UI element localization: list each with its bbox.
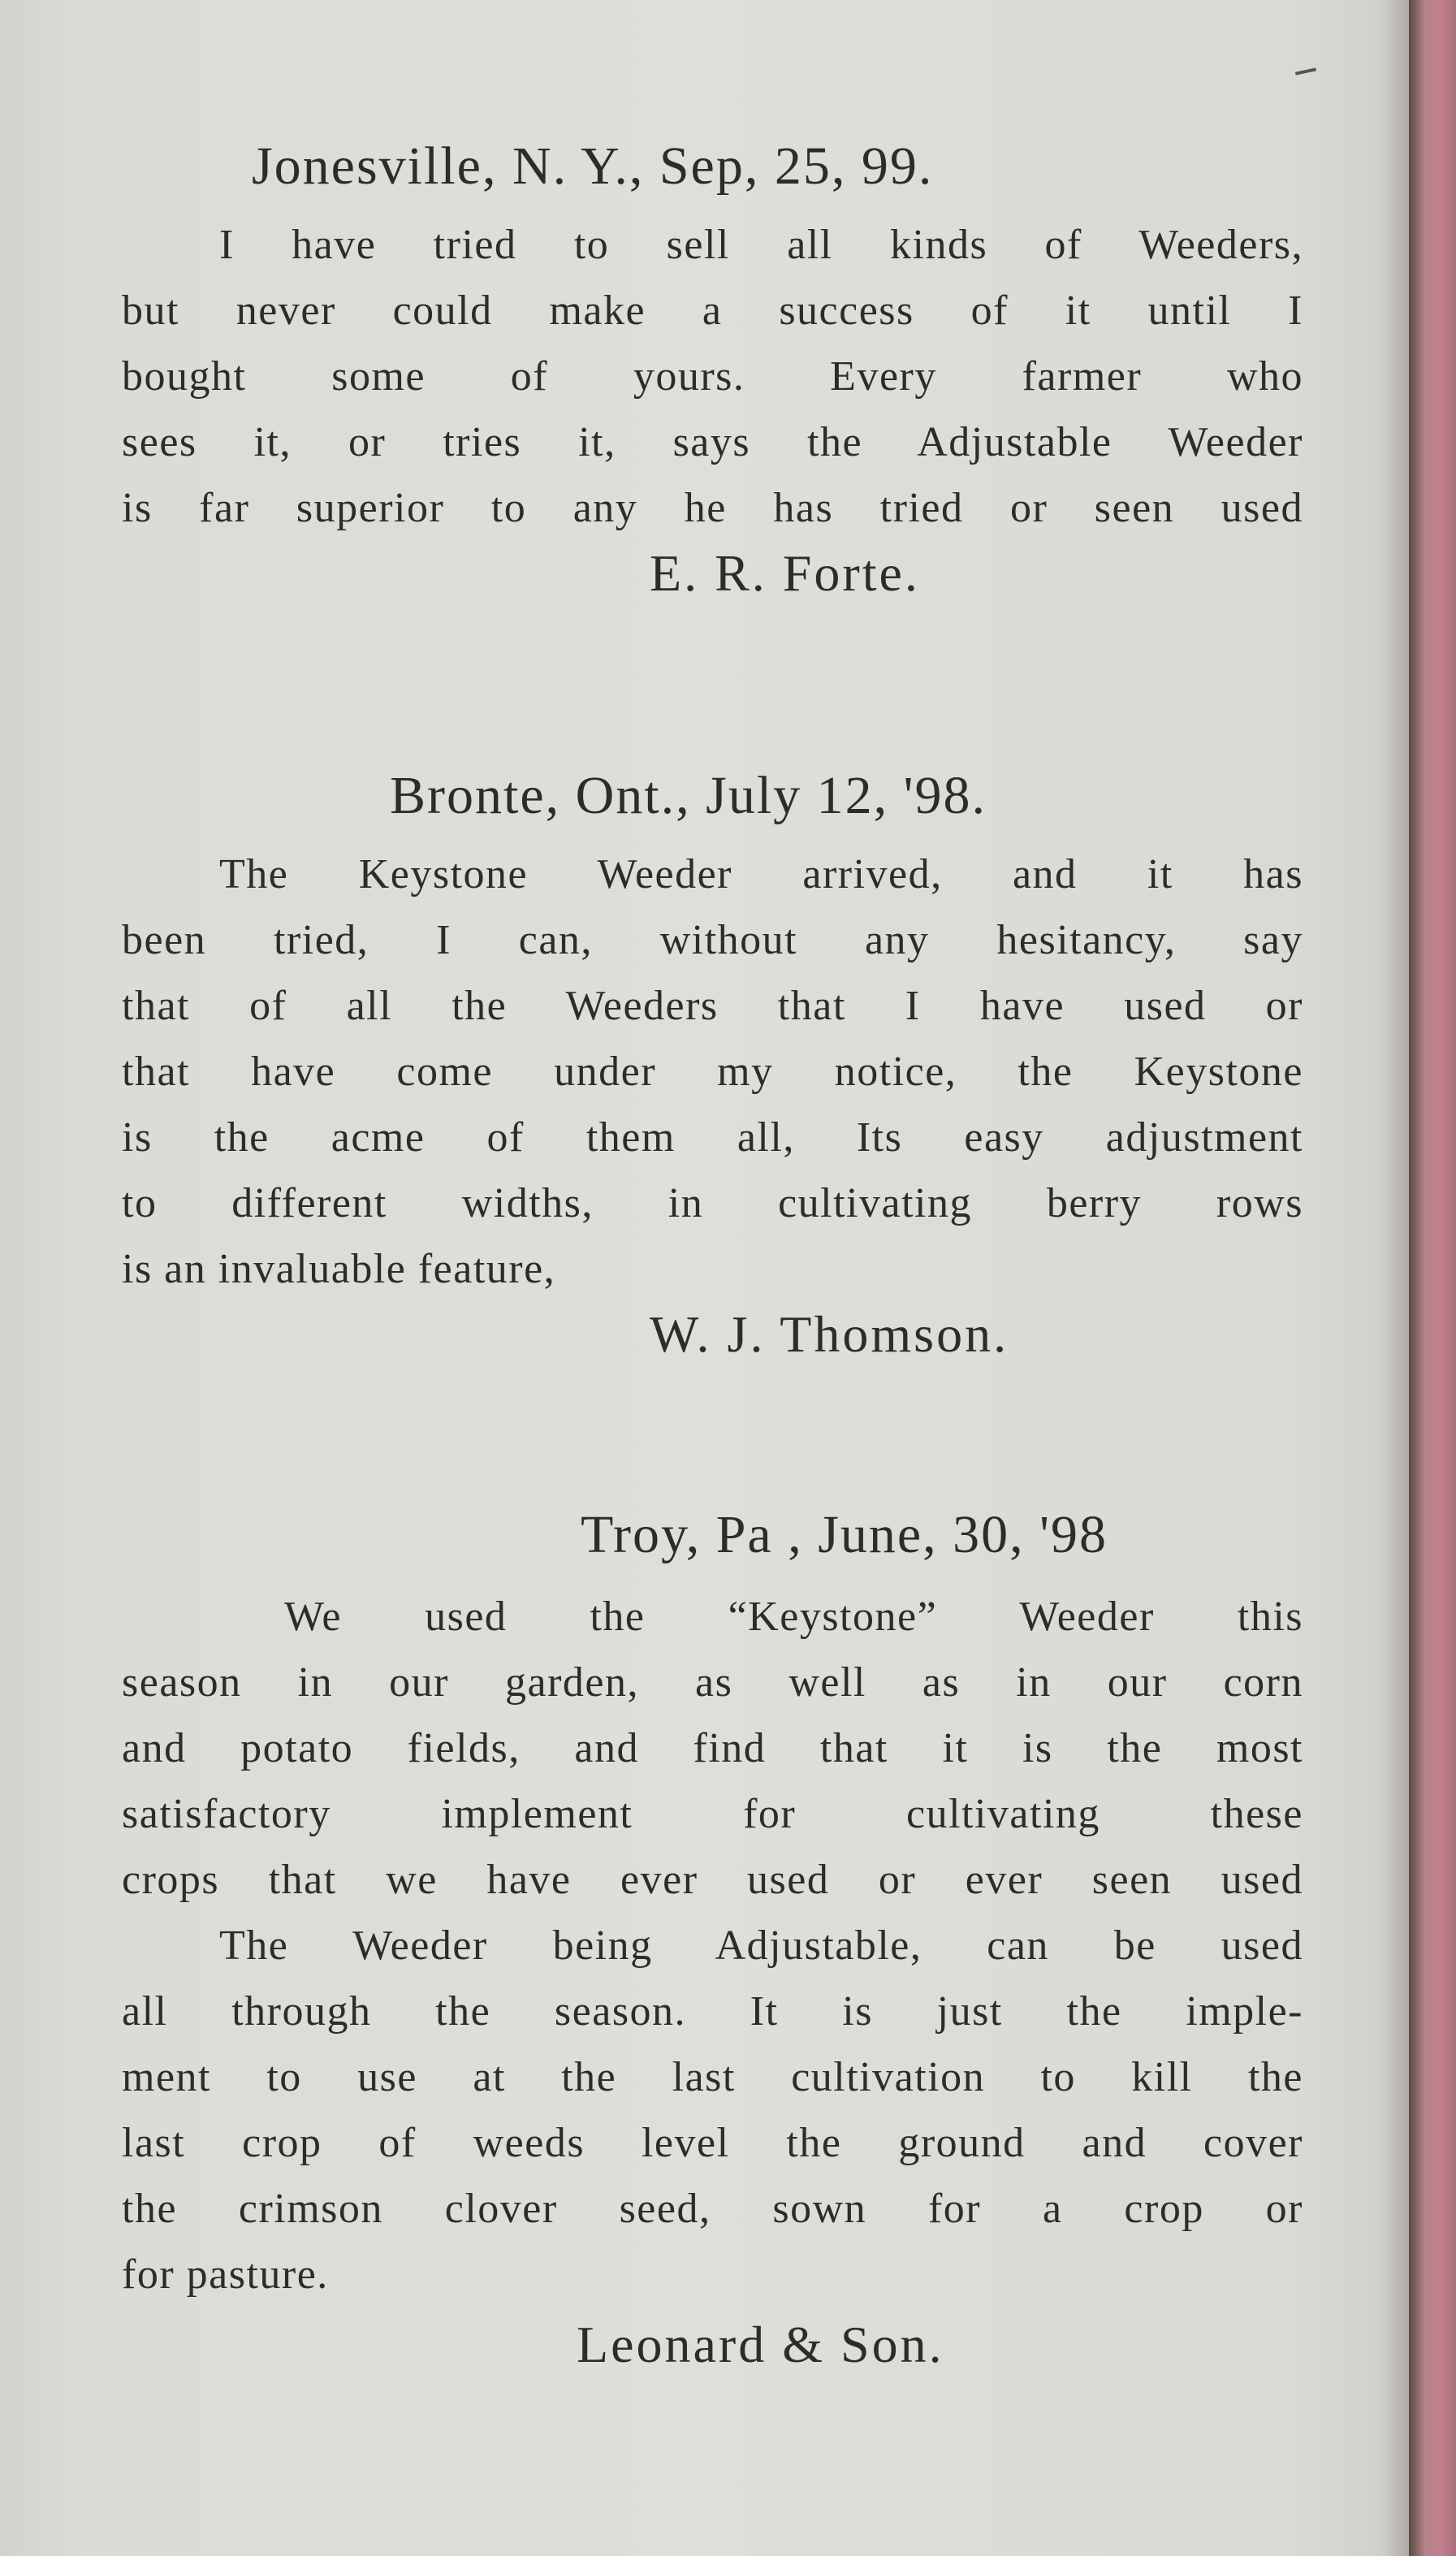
letter-line: satisfactory implement for cultivating these <box>122 1791 1303 1837</box>
letter-line: The Weeder being Adjustable, can be used <box>219 1922 1303 1969</box>
letter-body <box>122 1584 1303 2307</box>
letter-line: The Keystone Weeder arrived, and it has <box>219 851 1303 897</box>
letter-line: that have come under my notice, the Keystone <box>122 1049 1303 1095</box>
testimonial-letter-1 <box>122 134 1303 606</box>
book-cover-edge <box>1409 0 1456 2556</box>
letter-line: last crop of weeds level the ground and cover <box>122 2120 1303 2166</box>
letter-line: We used the “Keystone” Weeder this <box>284 1594 1303 1640</box>
letter-line: crops that we have ever used or ever seen used <box>122 1857 1303 1903</box>
letter-place-date: Jonesville, N. Y., Sep, 25, 99. <box>252 136 934 196</box>
letter-line: been tried, I can, without any hesitancy, say <box>122 917 1303 963</box>
testimonial-letter-2 <box>122 763 1303 1367</box>
letter-line: for pasture. <box>122 2251 329 2298</box>
letter-place-date: Troy, Pa , June, 30, '98 <box>581 1505 1108 1564</box>
print-mark <box>1295 67 1316 75</box>
letter-line: all through the season. It is just the imple- <box>122 1988 1303 2035</box>
letter-line: I have tried to sell all kinds of Weeders, <box>219 222 1303 268</box>
letter-line: that of all the Weeders that I have used or <box>122 983 1303 1029</box>
letter-line: ment to use at the last cultivation to kill the <box>122 2054 1303 2100</box>
letter-line: to different widths, in cultivating berry rows <box>122 1180 1303 1226</box>
letter-line: is the acme of them all, Its easy adjustment <box>122 1114 1303 1161</box>
letter-line: and potato fields, and find that it is the most <box>122 1725 1303 1771</box>
letter-place-date: Bronte, Ont., July 12, '98. <box>390 766 987 825</box>
letter-body <box>122 841 1303 1302</box>
testimonial-letter-3 <box>122 1503 1303 2377</box>
letter-line: but never could make a success of it until I <box>122 288 1303 334</box>
letter-line: bought some of yours. Every farmer who <box>122 353 1303 400</box>
page-edge-shadow <box>1380 0 1413 2556</box>
letter-signature: E. R. Forte. <box>650 544 920 602</box>
letter-signature: W. J. Thomson. <box>650 1305 1009 1363</box>
letter-line: the crimson clover seed, sown for a crop or <box>122 2186 1303 2232</box>
letter-line: season in our garden, as well as in our corn <box>122 1659 1303 1706</box>
letter-line: sees it, or tries it, says the Adjustable Weeder <box>122 419 1303 465</box>
letter-line: is an invaluable feature, <box>122 1246 556 1292</box>
letter-signature: Leonard & Son. <box>577 2316 944 2373</box>
letter-body <box>122 212 1303 541</box>
letter-line: is far superior to any he has tried or seen used <box>122 485 1303 531</box>
